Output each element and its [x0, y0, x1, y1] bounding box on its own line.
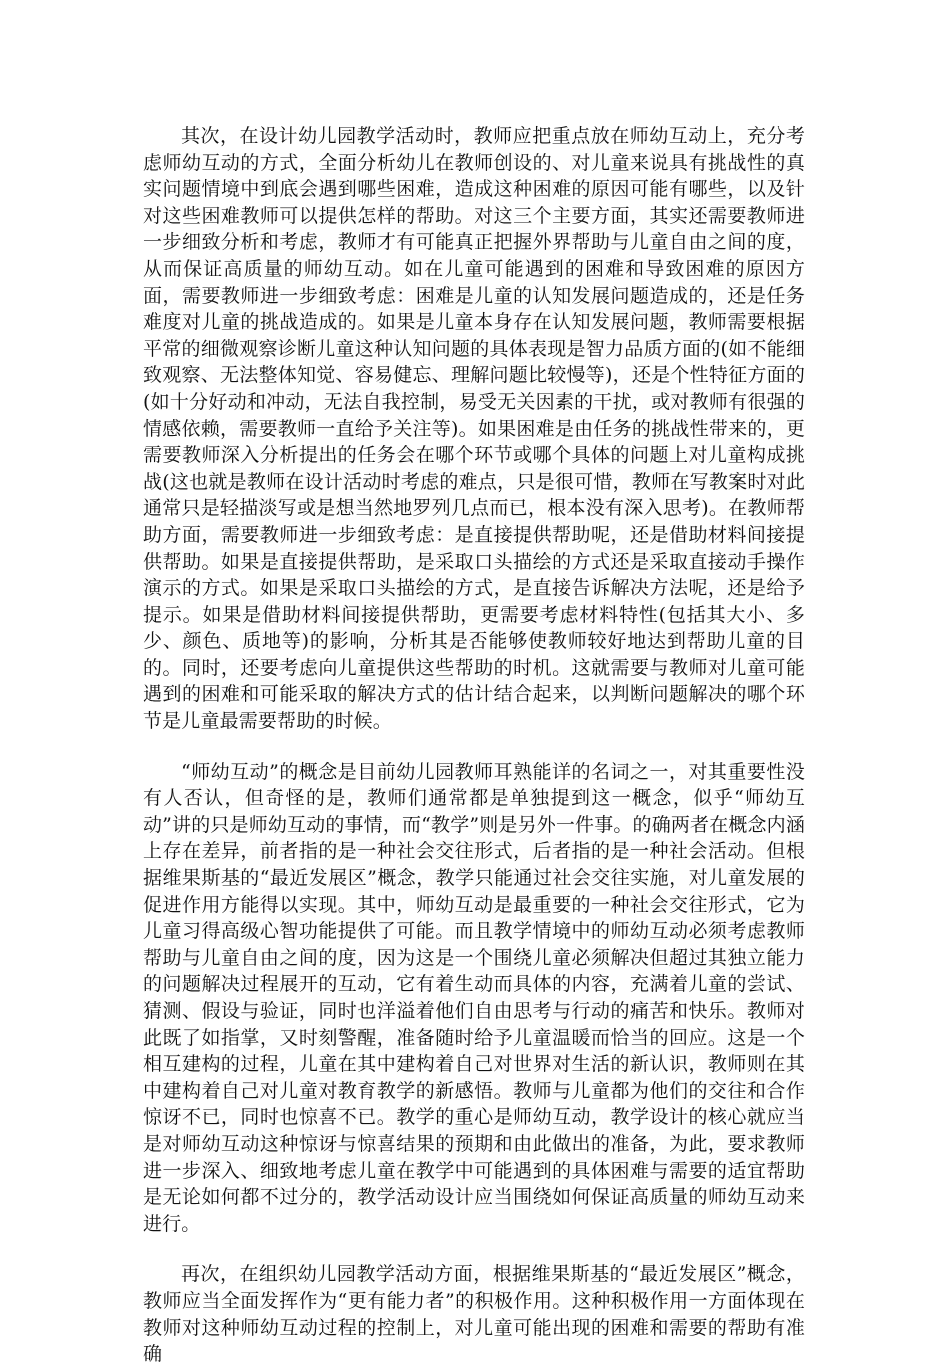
paragraph-1: 其次，在设计幼儿园教学活动时，教师应把重点放在师幼互动上，充分考虑师幼互动的方式，全面分析幼儿在教师创设的、对儿童来说具有挑战性的真实问题情境中到底会遇到哪些困难，造成这种困难的原因可能有哪些，以及针对这些困难教师可以提供怎样的帮助。对这三个主要方面，其实还需要教师进一步细致分析和考虑，教师才有可能真正把握外界帮助与儿童自由之间的度，从而保证高质量的师幼互动。如在儿童可能遇到的困难和导致困难的原因方面，需要教师进一步细致考虑：困难是儿童的认知发展问题造成的，还是任务难度对儿童的挑战造成的。如果是儿童本身存在认知发展问题，教师需要根据平常的细微观察诊断儿童这种认知问题的具体表现是智力品质方面的(如不能细致观察、无法整体知觉、容易健忘、理解问题比较慢等)，还是个性特征方面的(如十分好动和冲动，无法自我控制，易受无关因素的干扰，或对教师有很强的情感依赖，需要教师一直给予关注等)。如果困难是由任务的挑战性带来的，更需要教师深入分析提出的任务会在哪个环节或哪个具体的问题上对儿童构成挑战(这也就是教师在设计活动时考虑的难点，只是很可惜，教师在写教案时对此通常只是轻描淡写或是想当然地罗列几点而已，根本没有深入思考)。在教师帮助方面，需要教师进一步细致考虑：是直接提供帮助呢，还是借助材料间接提供帮助。如果是直接提供帮助，是采取口头描绘的方式还是采取直接动手操作演示的方式。如果是采取口头描绘的方式，是直接告诉解决方法呢，还是给予提示。如果是借助材料间接提供帮助，更需要考虑材料特性(包括其大小、多少、颜色、质地等)的影响，分析其是否能够使教师较好地达到帮助儿童的目的。同时，还要考虑向儿童提供这些帮助的时机。这就需要与教师对儿童可能遇到的困难和可能采取的解决方式的估计结合起来，以判断问题解决的哪个环节是儿童最需要帮助的时候。: [143, 125, 805, 733]
paragraph-3: 再次，在组织幼儿园教学活动方面，根据维果斯基的“最近发展区”概念，教师应当全面发挥作为“更有能力者”的积极作用。这种积极作用一方面体现在教师对这种师幼互动过程的控制上，对儿童可能出现的困难和需要的帮助有准确: [143, 1263, 805, 1366]
document-body: [143, 123, 805, 1368]
paragraph-2: “师幼互动”的概念是目前幼儿园教师耳熟能详的名词之一，对其重要性没有人否认，但奇怪的是，教师们通常都是单独提到这一概念，似乎“师幼互动”讲的只是师幼互动的事情，而“教学”则是另外一件事。的确两者在概念内涵上存在差异，前者指的是一种社会交往形式，后者指的是一种社会活动。但根据维果斯基的“最近发展区”概念，教学只能通过社会交往实施，对儿童发展的促进作用方能得以实现。其中，师幼互动是最重要的一种社会交往形式，它为儿童习得高级心智功能提供了可能。而且教学情境中的师幼互动必须考虑教师帮助与儿童自由之间的度，因为这是一个围绕儿童必须解决但超过其独立能力的问题解决过程展开的互动，它有着生动而具体的内容，充满着儿童的尝试、猜测、假设与验证，同时也洋溢着他们自由思考与行动的痛苦和快乐。教师对此既了如指掌，又时刻警醒，准备随时给予儿童温暖而恰当的回应。这是一个相互建构的过程，儿童在其中建构着自己对世界对生活的新认识，教师则在其中建构着自己对儿童对教育教学的新感悟。教师与儿童都为他们的交往和合作惊讶不已，同时也惊喜不已。教学的重心是师幼互动，教学设计的核心就应当是对师幼互动这种惊讶与惊喜结果的预期和由此做出的准备，为此，要求教师进一步深入、细致地考虑儿童在教学中可能遇到的具体困难与需要的适宜帮助是无论如何都不过分的，教学活动设计应当围绕如何保证高质量的师幼互动来进行。: [143, 760, 805, 1235]
